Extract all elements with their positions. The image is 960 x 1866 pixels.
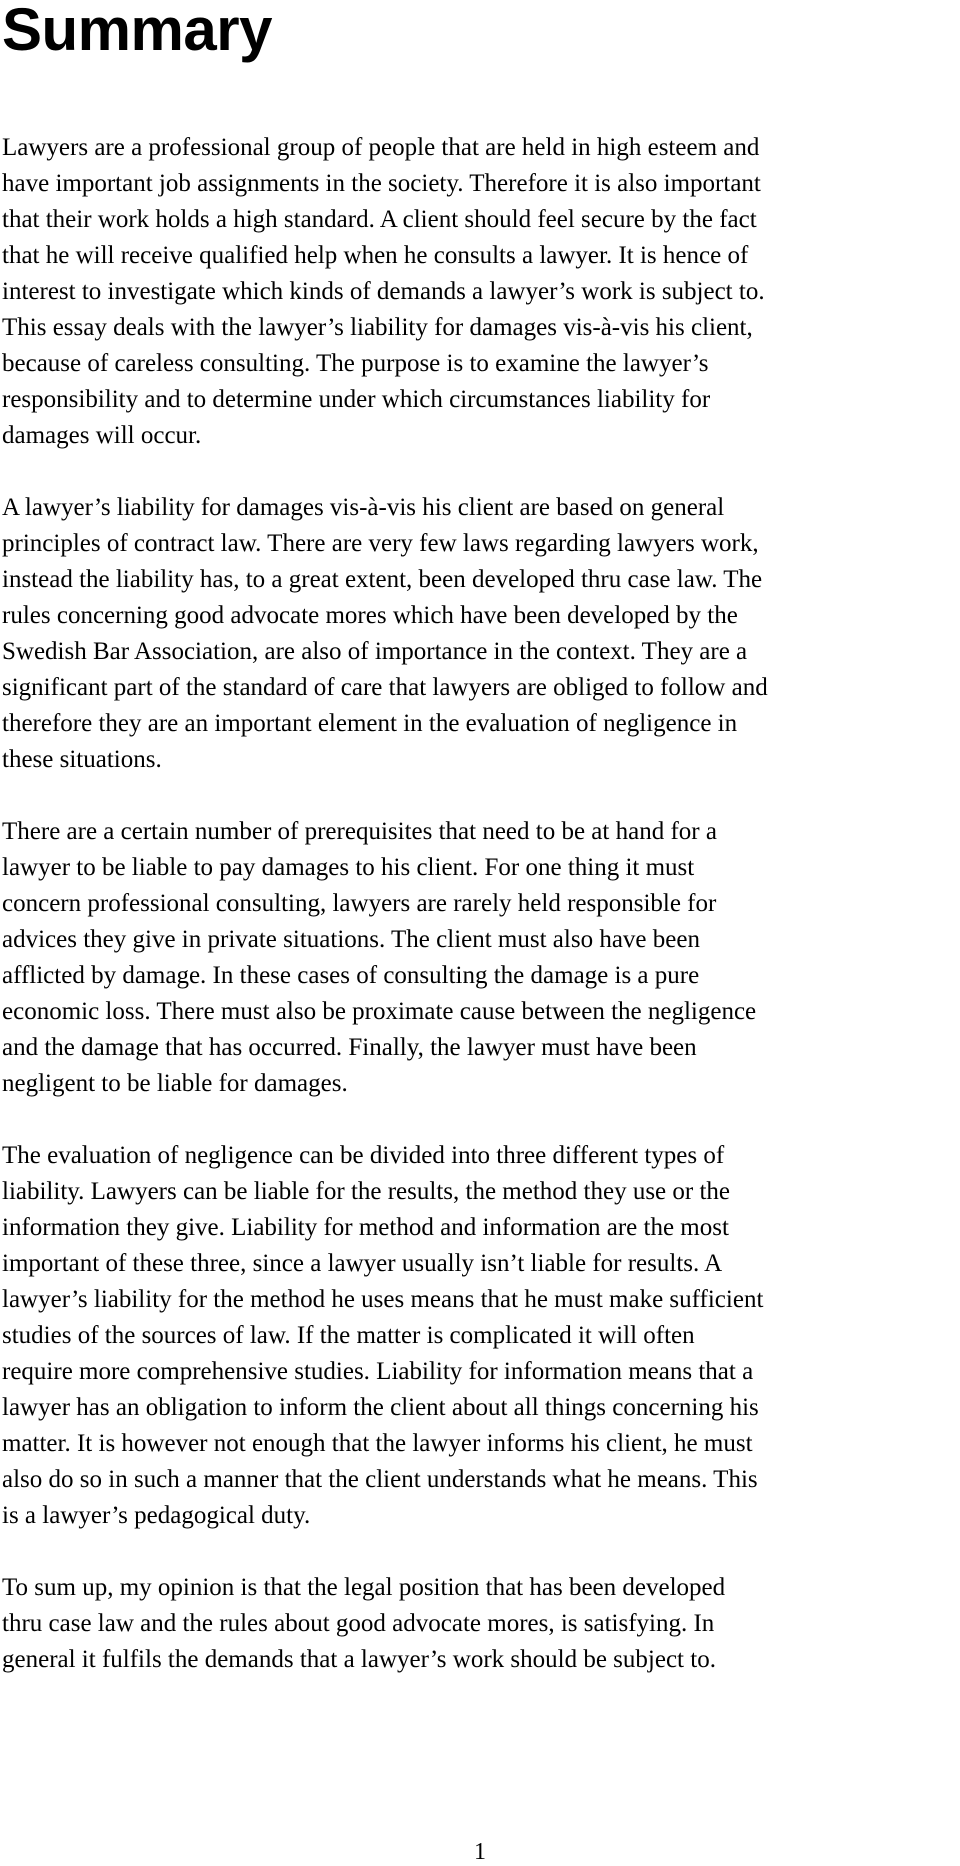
text-line: information they give. Liability for method and information are the most — [2, 1214, 729, 1241]
paragraph-5 — [2, 1570, 957, 1678]
text-line: concern professional consulting, lawyers are rarely held responsible for — [2, 890, 717, 917]
text-line: important of these three, since a lawyer usually isn’t liable for results. A — [2, 1250, 723, 1277]
text-line: these situations. — [2, 746, 162, 773]
text-line: studies of the sources of law. If the matter is complicated it will often — [2, 1322, 695, 1349]
paragraph-3 — [2, 814, 957, 1102]
text-line: A lawyer’s liability for damages vis-à-vis his client are based on general — [2, 494, 725, 521]
text-line: liability. Lawyers can be liable for the results, the method they use or the — [2, 1178, 731, 1205]
text-line: general it fulfils the demands that a lawyer’s work should be subject to. — [2, 1646, 716, 1673]
text-line: principles of contract law. There are very few laws regarding lawyers work, — [2, 530, 759, 557]
text-line: require more comprehensive studies. Liability for information means that a — [2, 1358, 754, 1385]
text-line: that he will receive qualified help when he consults a lawyer. It is hence of — [2, 242, 749, 269]
text-line: damages will occur. — [2, 422, 202, 449]
text-line: afflicted by damage. In these cases of consulting the damage is a pure — [2, 962, 700, 989]
paragraph-2 — [2, 490, 957, 778]
text-line: that their work holds a high standard. A client should feel secure by the fact — [2, 206, 757, 233]
paragraph-1 — [2, 130, 957, 454]
text-line: and the damage that has occurred. Finally, the lawyer must have been — [2, 1034, 697, 1061]
text-line: is a lawyer’s pedagogical duty. — [2, 1502, 311, 1529]
text-line: Swedish Bar Association, are also of importance in the context. They are a — [2, 638, 748, 665]
text-line: lawyer’s liability for the method he uses means that he must make sufficient — [2, 1286, 764, 1313]
text-line: matter. It is however not enough that the lawyer informs his client, he must — [2, 1430, 753, 1457]
text-line: rules concerning good advocate mores which have been developed by the — [2, 602, 738, 629]
text-line: lawyer has an obligation to inform the client about all things concerning his — [2, 1394, 759, 1421]
text-line: This essay deals with the lawyer’s liability for damages vis-à-vis his client, — [2, 314, 753, 341]
summary-body — [2, 130, 957, 1714]
paragraph-4 — [2, 1138, 957, 1534]
text-line: lawyer to be liable to pay damages to his client. For one thing it must — [2, 854, 695, 881]
text-line: economic loss. There must also be proximate cause between the negligence — [2, 998, 757, 1025]
text-line: instead the liability has, to a great extent, been developed thru case law. The — [2, 566, 763, 593]
text-line: also do so in such a manner that the client understands what he means. This — [2, 1466, 758, 1493]
text-line: responsibility and to determine under which circumstances liability for — [2, 386, 711, 413]
text-line: interest to investigate which kinds of demands a lawyer’s work is subject to. — [2, 278, 765, 305]
text-line: significant part of the standard of care that lawyers are obliged to follow and — [2, 674, 768, 701]
text-line: because of careless consulting. The purpose is to examine the lawyer’s — [2, 350, 709, 377]
text-line: Lawyers are a professional group of people that are held in high esteem and — [2, 134, 760, 161]
text-line: therefore they are an important element in the evaluation of negligence in — [2, 710, 738, 737]
text-line: negligent to be liable for damages. — [2, 1070, 348, 1097]
text-line: have important job assignments in the society. Therefore it is also important — [2, 170, 761, 197]
page-number: 1 — [474, 1839, 486, 1865]
text-line: advices they give in private situations. The client must also have been — [2, 926, 700, 953]
text-line: There are a certain number of prerequisites that need to be at hand for a — [2, 818, 717, 845]
text-line: The evaluation of negligence can be divided into three different types of — [2, 1142, 725, 1169]
text-line: To sum up, my opinion is that the legal position that has been developed — [2, 1574, 726, 1601]
text-line: thru case law and the rules about good advocate mores, is satisfying. In — [2, 1610, 715, 1637]
page-title: Summary — [2, 0, 272, 63]
